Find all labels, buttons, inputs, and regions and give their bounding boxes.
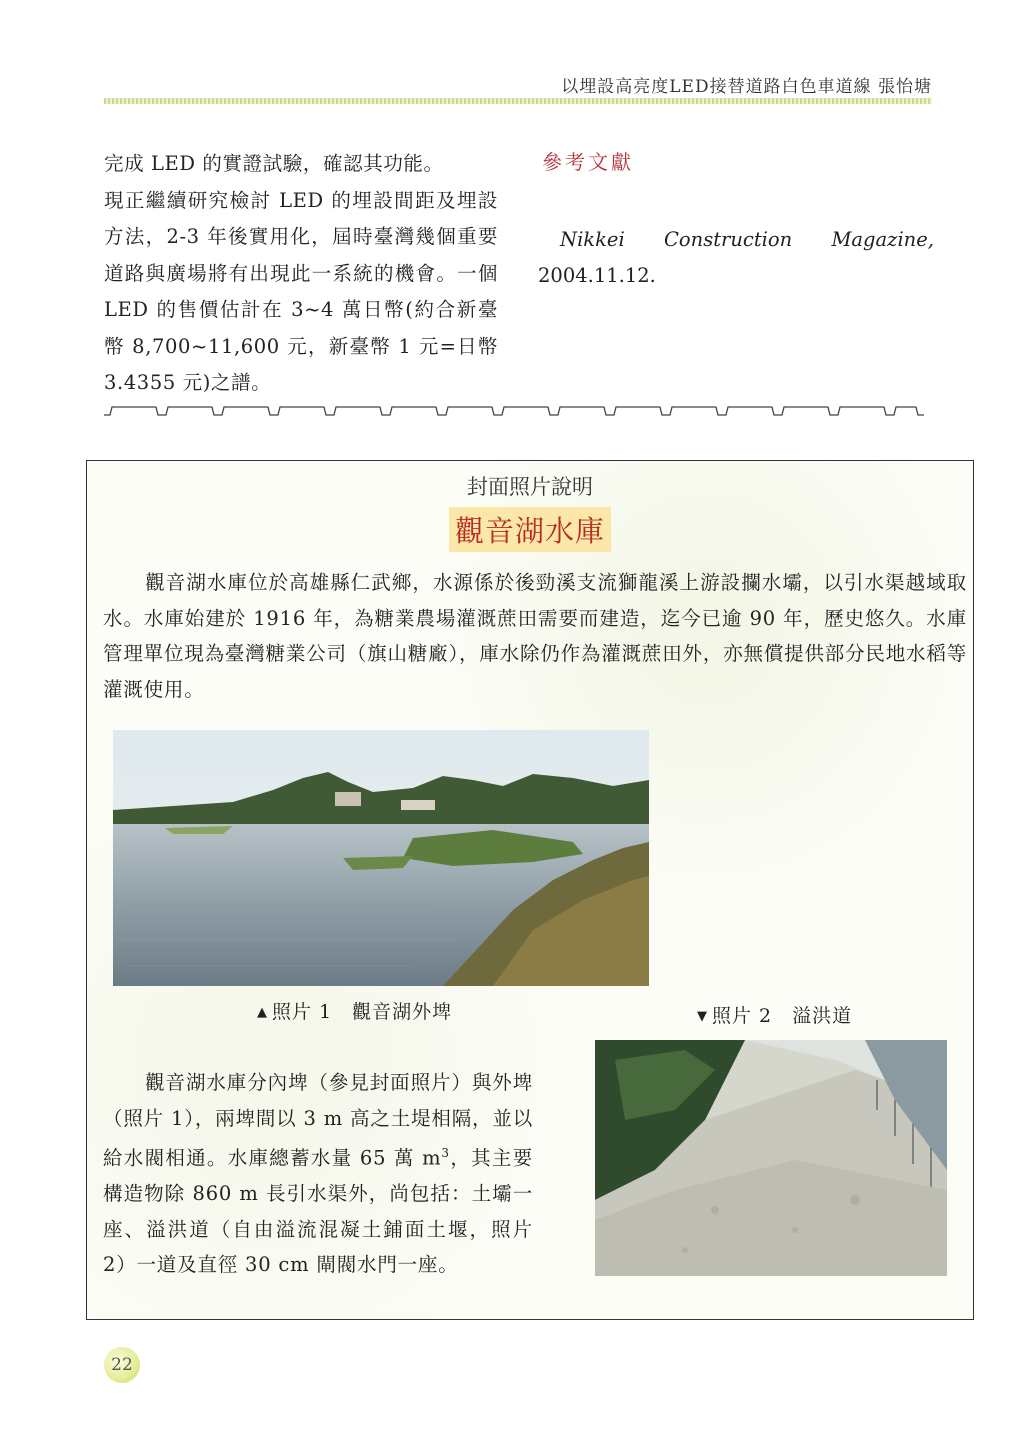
- section-divider: [104, 404, 924, 418]
- reference-entry: [538, 222, 934, 294]
- cover-photo-box: [86, 460, 974, 1320]
- cover-paragraph-1-text: 觀音湖水庫位於高雄縣仁武鄉，水源係於後勁溪支流獅龍溪上游設攔水壩，以引水渠越域取水。水庫始建於 1916 年，為糖業農場灌溉蔗田需要而建造，迄今已逾 90 年，歷史悠久。水庫管理單位現為臺灣糖業公司（旗山糖廠），庫水除仍作為灌溉蔗田外，亦無償提供部分民地水稻等灌溉使用。: [103, 571, 967, 701]
- triangle-down-icon: ▼: [697, 1009, 708, 1024]
- reference-word-3: Magazine,: [831, 228, 934, 251]
- cover-paragraph-2: [103, 1065, 533, 1283]
- photo1-caption-text: 照片 1 觀音湖外埤: [272, 1001, 453, 1023]
- page-number: 22: [104, 1347, 140, 1383]
- cover-paragraph-2-text-end: ，其主要構造物除 860 m 長引水渠外，尚包括：土壩一座、溢洪道（自由溢流混凝土鋪面土堰，照片 2）一道及直徑 30 cm 閘閥水門一座。: [103, 1146, 533, 1276]
- article-line-1: 完成 LED 的實證試驗，確認其功能。: [104, 152, 444, 175]
- article-paragraph-2: 現正繼續研究檢討 LED 的埋設間距及埋設方法，2-3 年後實用化，屆時臺灣幾個重要道路與廣場將有出現此一系統的機會。一個 LED 的售價估計在 3~4 萬日幣(約合新臺幣 8,700~11,600 元，新臺幣 1 元=日幣 3.4355 元)之譜。: [104, 188, 498, 394]
- reference-word-1: Nikkei: [560, 228, 625, 251]
- running-header: 以埋設高亮度LED接替道路白色車道線 張怡塘: [561, 77, 932, 97]
- photo1-caption: [257, 997, 452, 1024]
- photo-spillway: [595, 1040, 947, 1276]
- cover-paragraph-1: [103, 565, 967, 707]
- reference-title: [538, 222, 934, 258]
- photo2-caption-text: 照片 2 溢洪道: [712, 1005, 853, 1027]
- photo2-caption: [697, 1001, 852, 1028]
- cubic-superscript: 3: [441, 1146, 450, 1160]
- cover-label: 封面照片說明: [467, 476, 593, 499]
- cover-paragraph-2-text: 觀音湖水庫分內埤（參見封面照片）與外埤（照片 1），兩埤間以 3 m 高之土堤相隔，並以給水閥相通。水庫總蓄水量 65 萬 m: [103, 1071, 533, 1170]
- header-rule: [104, 98, 932, 104]
- triangle-up-icon: ▲: [257, 1005, 268, 1020]
- references-heading: 參考文獻: [542, 150, 634, 174]
- photo-lake-outer-pond: [113, 730, 649, 986]
- reference-date: 2004.11.12.: [538, 264, 656, 287]
- article-body: [104, 146, 498, 402]
- reference-word-2: Construction: [663, 228, 793, 251]
- cover-title: 觀音湖水庫: [449, 507, 611, 552]
